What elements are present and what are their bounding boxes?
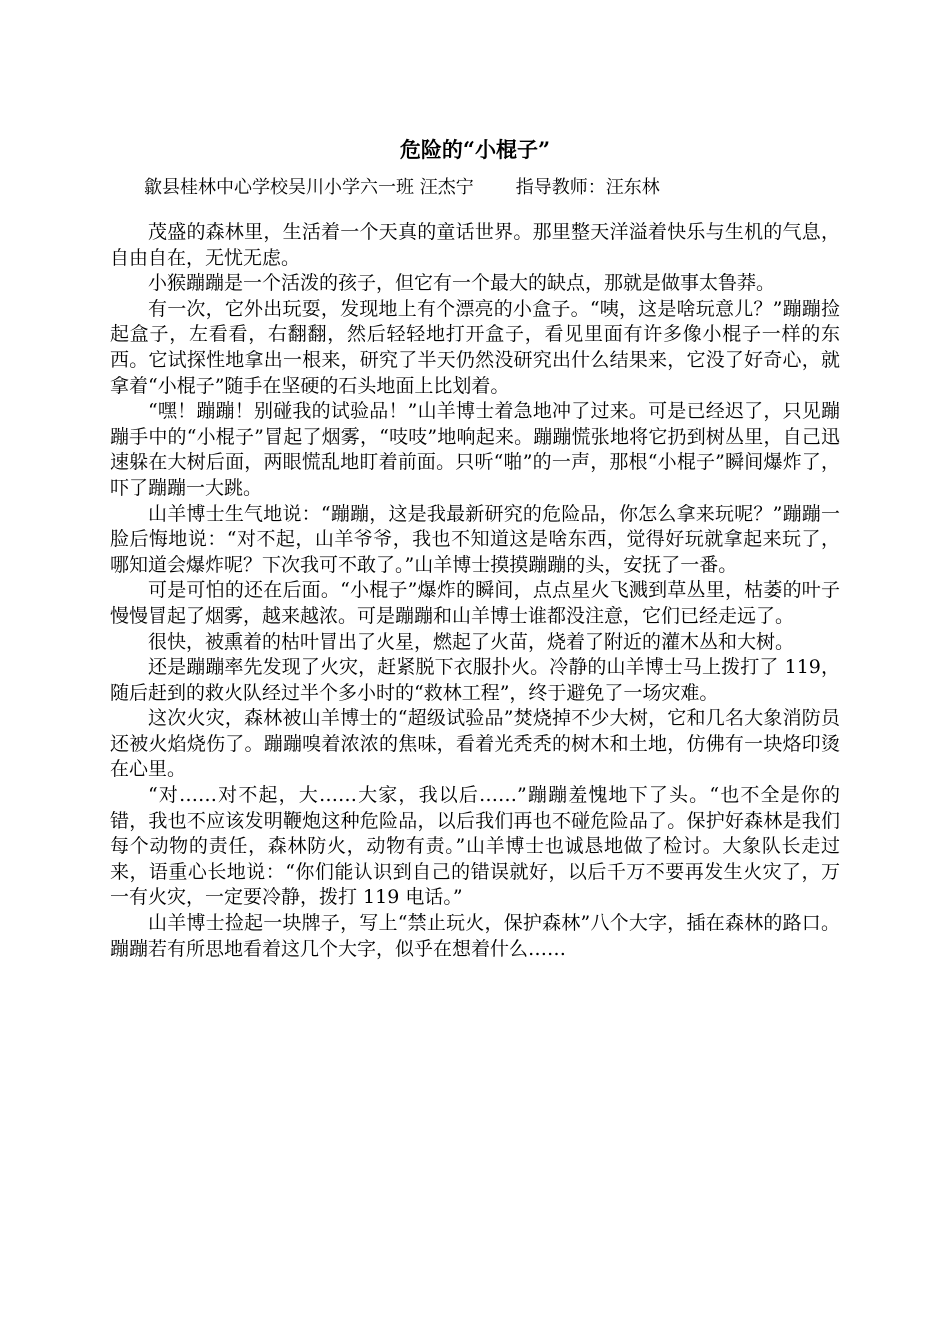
document-title: 危险的“小棍子” (399, 137, 551, 162)
paragraph: 这次火灾，森林被山羊博士的“超级试验品”焚烧掉不少大树，它和几名大象消防员还被火焰烧伤了。蹦蹦嗅着浓浓的焦味，看着光秃秃的树木和土地，仿佛有一块烙印烫在心里。 (110, 707, 840, 781)
author-info: 歙县桂林中心学校吴川小学六一班 汪杰宁 (144, 177, 474, 198)
paragraph: “嘿！蹦蹦！别碰我的试验品！”山羊博士着急地冲了过来。可是已经迟了，只见蹦蹦手中的“小棍子”冒起了烟雾，“吱吱”地响起来。蹦蹦慌张地将它扔到树丛里，自己迅速躲在大树后面，两眼慌乱地盯着前面。只听“啪”的一声，那根“小棍子”瞬间爆炸了，吓了蹦蹦一大跳。 (110, 400, 840, 499)
paragraph: 有一次，它外出玩耍，发现地上有个漂亮的小盒子。“咦，这是啥玩意儿？”蹦蹦捡起盒子，左看看，右翻翻，然后轻轻地打开盒子，看见里面有许多像小棍子一样的东西。它试探性地拿出一根来，研究了半天仍然没研究出什么结果来，它没了好奇心，就拿着“小棍子”随手在坚硬的石头地面上比划着。 (110, 297, 840, 397)
byline (144, 175, 660, 201)
teacher-info: 指导教师：汪东林 (515, 177, 660, 198)
paragraph: 可是可怕的还在后面。“小棍子”爆炸的瞬间，点点星火飞溅到草丛里，枯萎的叶子慢慢冒起了烟雾，越来越浓。可是蹦蹦和山羊博士谁都没注意，它们已经走远了。 (110, 579, 840, 627)
paragraph: 小猴蹦蹦是一个活泼的孩子，但它有一个最大的缺点，那就是做事太鲁莽。 (148, 272, 776, 295)
paragraph: 很快，被熏着的枯叶冒出了火星，燃起了火苗，烧着了附近的灌木丛和大树。 (148, 630, 795, 653)
paragraph: 山羊博士生气地说：“蹦蹦，这是我最新研究的危险品，你怎么拿来玩呢？”蹦蹦一脸后悔地说：“对不起，山羊爷爷，我也不知道这是啥东西，觉得好玩就拿起来玩了，哪知道会爆炸呢？下次我可不敢了。”山羊博士摸摸蹦蹦的头，安抚了一番。 (110, 502, 840, 576)
paragraph: 茂盛的森林里，生活着一个天真的童话世界。那里整天洋溢着快乐与生机的气息，自由自在，无忧无虑。 (110, 221, 840, 269)
paragraph: “对……对不起，大……大家，我以后……”蹦蹦羞愧地下了头。“也不全是你的错，我也不应该发明鞭炮这种危险品，以后我们再也不碰危险品了。保护好森林是我们每个动物的责任，森林防火，动物有责。”山羊博士也诚恳地做了检讨。大象队长走过来，语重心长地说：“你们能认识到自己的错误就好，以后千万不要再发生火灾了，万一有火灾，一定要冷静，拨打 119 电话。” (110, 784, 840, 909)
paragraph: 还是蹦蹦率先发现了火灾，赶紧脱下衣服扑火。冷静的山羊博士马上拨打了 119，随后赶到的救火队经过半个多小时的“救林工程”，终于避免了一场灾难。 (110, 656, 840, 704)
paragraph: 山羊博士捡起一块牌子，写上“禁止玩火，保护森林”八个大字，插在森林的路口。蹦蹦若有所思地看着这几个大字，似乎在想着什么…… (110, 912, 840, 960)
article-body (110, 220, 840, 962)
